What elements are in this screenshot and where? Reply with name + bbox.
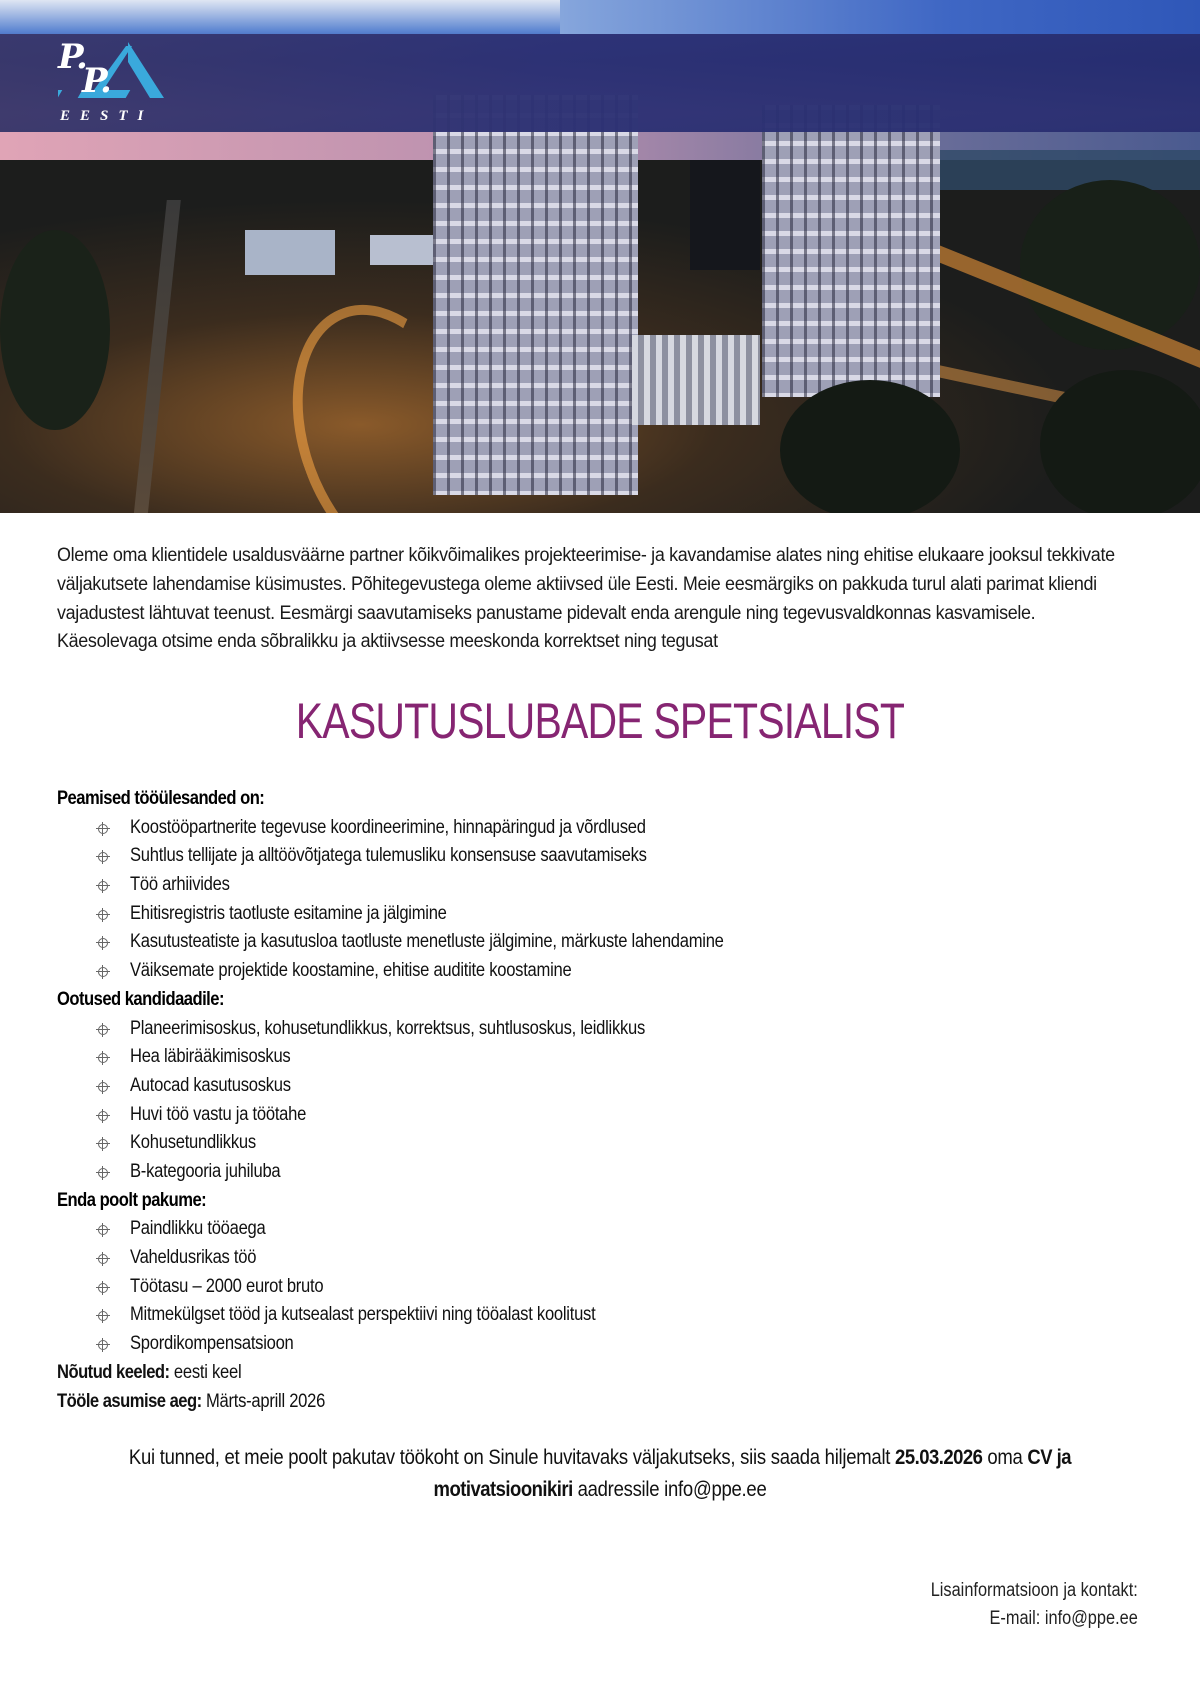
list-item: Väiksemate projektide koostamine, ehitise auditite koostamine [57, 957, 1157, 986]
crosshair-bullet-icon [96, 1309, 110, 1323]
crosshair-bullet-icon [96, 879, 110, 893]
intro-section [57, 542, 1147, 657]
start-date-value: Märts-aprill 2026 [205, 1390, 326, 1412]
tower-right [762, 105, 940, 397]
building [370, 235, 440, 265]
duties-heading: Peamised tööülesanded on: [57, 788, 265, 809]
list-item: Kohusetundlikkus [57, 1129, 1157, 1158]
languages-value: eesti keel [173, 1361, 242, 1383]
cta-text: aadressile [572, 1477, 665, 1501]
expectations-heading: Ootused kandidaadile: [57, 988, 225, 1010]
duties-list [57, 814, 1157, 986]
logo-initials [58, 37, 110, 101]
cta-docs: CV ja [1027, 1445, 1072, 1469]
list-item: Töötasu – 2000 eurot bruto [57, 1273, 1157, 1302]
list-item: Ehitisregistris taotluste esitamine ja jälgimine [57, 900, 1157, 929]
crosshair-bullet-icon [96, 965, 110, 979]
list-item: Koostööpartnerite tegevuse koordineerimine, hinnapäringud ja võrdlused [57, 814, 1157, 843]
cta-text: oma [982, 1445, 1028, 1469]
crosshair-bullet-icon [96, 822, 110, 836]
logo-initial-1: P. [58, 37, 86, 77]
sky [560, 0, 1200, 34]
crosshair-bullet-icon [96, 1109, 110, 1123]
building [245, 230, 335, 275]
list-item: Planeerimisoskus, kohusetundlikkus, korrektsus, suhtlusoskus, leidlikkus [57, 1015, 1157, 1044]
languages-label: Nõutud keeled: [57, 1361, 170, 1383]
podium-building [632, 335, 760, 425]
cta-text: Kui tunned, et meie poolt pakutav töökoht on Sinule huvitavaks väljakutseks, siis saada hiljemalt [128, 1445, 896, 1469]
list-item: Kasutusteatiste ja kasutusloa taotluste menetluste jälgimine, märkuste lahendamine [57, 928, 1157, 957]
start-date-label: Tööle asumise aeg: [57, 1390, 202, 1412]
list-item: Vaheldusrikas töö [57, 1244, 1157, 1273]
intro-text-2: Käesolevaga otsime enda sõbralikku ja aktiivsesse meeskonda korrektset ning tegusat [57, 631, 718, 653]
start-date-row [57, 1388, 1003, 1417]
cta-docs: motivatsioonikiri [433, 1477, 573, 1501]
brand-band [0, 34, 1200, 132]
contact-label: Lisainformatsioon ja kontakt: [930, 1580, 1138, 1601]
list-item: Paindlikku tööaega [57, 1215, 1157, 1244]
list-item: B-kategooria juhiluba [57, 1158, 1157, 1187]
contact-email-link[interactable]: E-mail: info@ppe.ee [989, 1608, 1138, 1629]
list-item: Suhtlus tellijate ja alltöövõtjatega tulemusliku konsensuse saavutamiseks [57, 842, 1157, 871]
job-details [57, 785, 1157, 1416]
list-item: Hea läbirääkimisoskus [57, 1043, 1157, 1072]
sea [940, 150, 1200, 190]
deadline-date: 25.03.2026 [895, 1445, 983, 1469]
crosshair-bullet-icon [96, 1252, 110, 1266]
intro-text: Oleme oma klientidele usaldusväärne partner kõikvõimalikes projekteerimise- ja kavandamise alates ning ehitise elukaare jooksul tekkivate väljakutsete lahendamise küsimustes. Põhitegevustega oleme aktiivsed üle Eesti. Meie eesmärgiks on pakkuda turul alati parimat kliendi vajadustest lähtuvat teenust. Eesmärgi saavutamiseks panustame pidevalt enda arengule ning tegevusvaldkonnas kasvamisele. [57, 545, 1115, 624]
building [690, 160, 760, 270]
contact-block [897, 1577, 1138, 1633]
trees-foreground [1040, 370, 1200, 513]
application-email-link[interactable]: info@ppe.ee [664, 1477, 767, 1501]
crosshair-bullet-icon [96, 908, 110, 922]
logo-initial-2: P. [82, 61, 110, 101]
crosshair-bullet-icon [96, 1166, 110, 1180]
job-title-text: KASUTUSLUBADE SPETSIALIST [295, 693, 905, 749]
tower-left [433, 95, 638, 495]
crosshair-bullet-icon [96, 1223, 110, 1237]
crosshair-bullet-icon [96, 1051, 110, 1065]
expectations-list [57, 1015, 1157, 1187]
offer-list [57, 1215, 1157, 1358]
job-title [0, 692, 1200, 750]
company-logo [58, 37, 178, 132]
crosshair-bullet-icon [96, 936, 110, 950]
logo-subtitle: EESTI [60, 108, 154, 124]
trees-foreground [780, 380, 960, 513]
list-item: Spordikompensatsioon [57, 1330, 1157, 1359]
list-item: Huvi töö vastu ja töötahe [57, 1101, 1157, 1130]
crosshair-bullet-icon [96, 1338, 110, 1352]
list-item: Autocad kasutusoskus [57, 1072, 1157, 1101]
trees-left [0, 230, 110, 430]
crosshair-bullet-icon [96, 1137, 110, 1151]
crosshair-bullet-icon [96, 1023, 110, 1037]
list-item: Töö arhiivides [57, 871, 1157, 900]
intro-paragraph [57, 542, 1147, 657]
offer-heading: Enda poolt pakume: [57, 1189, 207, 1211]
crosshair-bullet-icon [96, 850, 110, 864]
crosshair-bullet-icon [96, 1281, 110, 1295]
application-instructions [60, 1441, 1140, 1505]
languages-row [57, 1359, 1003, 1388]
list-item: Mitmekülgset tööd ja kutsealast perspektiivi ning tööalast koolitust [57, 1301, 1157, 1330]
crosshair-bullet-icon [96, 1080, 110, 1094]
